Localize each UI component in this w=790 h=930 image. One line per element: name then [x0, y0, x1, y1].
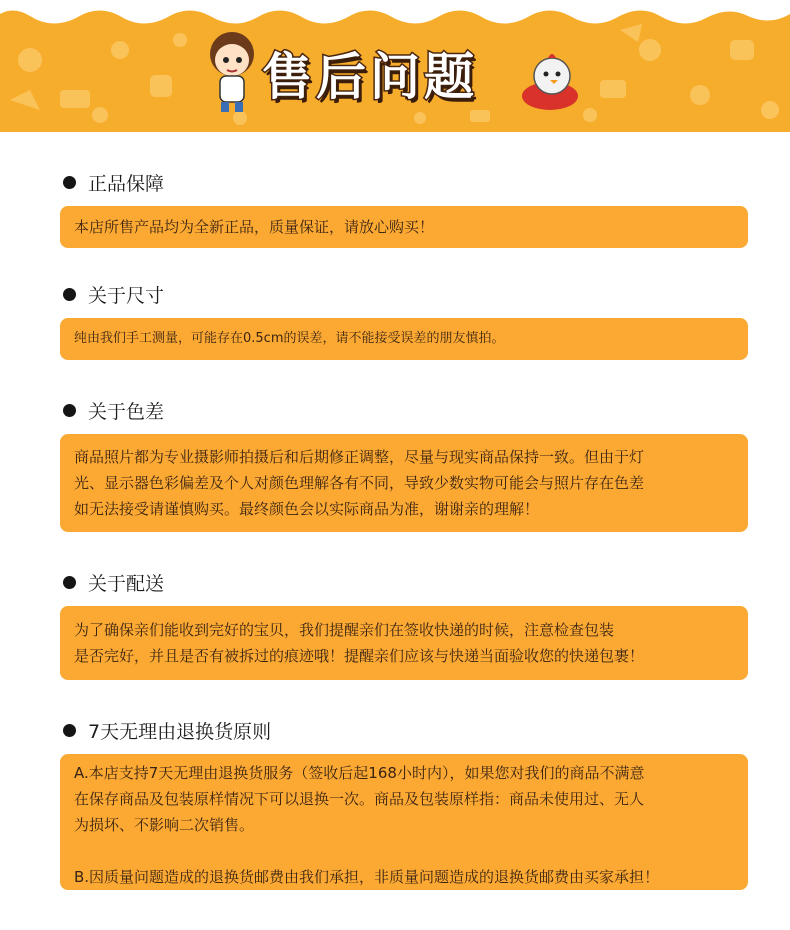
info-line: 在保存商品及包装原样情况下可以退换一次。商品及包装原样指：商品未使用过、无人: [74, 790, 645, 808]
info-box: [60, 434, 748, 532]
section-heading-text: 关于配送: [88, 572, 165, 595]
info-line: 商品照片都为专业摄影师拍摄后和后期修正调整，尽量与现实商品保持一致。但由于灯: [74, 448, 645, 466]
info-box: [60, 606, 748, 680]
info-line: [74, 838, 734, 864]
section-color-difference: [60, 398, 748, 518]
info-line: 纯由我们手工测量，可能存在0.5cm的误差，请不能接受误差的朋友慎拍。: [74, 331, 505, 346]
section-heading: [60, 282, 748, 306]
bullet-icon: [63, 576, 76, 589]
info-line: A.本店支持7天无理由退换货服务（签收后起168小时内），如果您对我们的商品不满意: [74, 764, 645, 782]
section-heading-text: 关于尺寸: [88, 284, 165, 307]
section-return-policy: [60, 718, 748, 886]
section-heading-text: 正品保障: [88, 172, 165, 195]
info-line: B.因质量问题造成的退换货邮费由我们承担，非质量问题造成的退换货邮费由买家承担！: [74, 868, 660, 886]
info-line: 为了确保亲们能收到完好的宝贝，我们提醒亲们在签收快递的时候，注意检查包装: [74, 621, 615, 639]
bullet-icon: [63, 724, 76, 737]
info-line: 为损坏、不影响二次销售。: [74, 816, 255, 834]
header-banner: [0, 0, 790, 132]
section-heading: [60, 170, 748, 194]
section-delivery: [60, 570, 748, 665]
info-box: [60, 754, 748, 890]
info-line: 是否完好，并且是否有被拆过的痕迹哦！提醒亲们应该与快递当面验收您的快递包裹！: [74, 647, 645, 665]
section-heading: [60, 570, 748, 594]
section-heading-text: 7天无理由退换货原则: [88, 720, 272, 743]
title-text: 售后问题: [262, 48, 478, 106]
bullet-icon: [63, 288, 76, 301]
chick-in-pot-icon: [520, 50, 582, 118]
info-line: 光、显示器色彩偏差及个人对颜色理解各有不同，导致少数实物可能会与照片存在色差: [74, 474, 645, 492]
page-title: [262, 38, 478, 108]
info-line: 如无法接受请谨慎购买。最终颜色会以实际商品为准，谢谢亲的理解！: [74, 500, 540, 518]
bullet-icon: [63, 404, 76, 417]
bullet-icon: [63, 176, 76, 189]
section-authentic-guarantee: [60, 170, 748, 236]
section-heading: [60, 398, 748, 422]
section-heading-text: 关于色差: [88, 400, 165, 423]
info-box: [60, 206, 748, 248]
info-line: 本店所售产品均为全新正品，质量保证，请放心购买！: [74, 218, 435, 236]
info-box: [60, 318, 748, 360]
section-heading: [60, 718, 748, 742]
section-size: [60, 282, 748, 346]
cartoon-boy-icon: [206, 28, 258, 118]
